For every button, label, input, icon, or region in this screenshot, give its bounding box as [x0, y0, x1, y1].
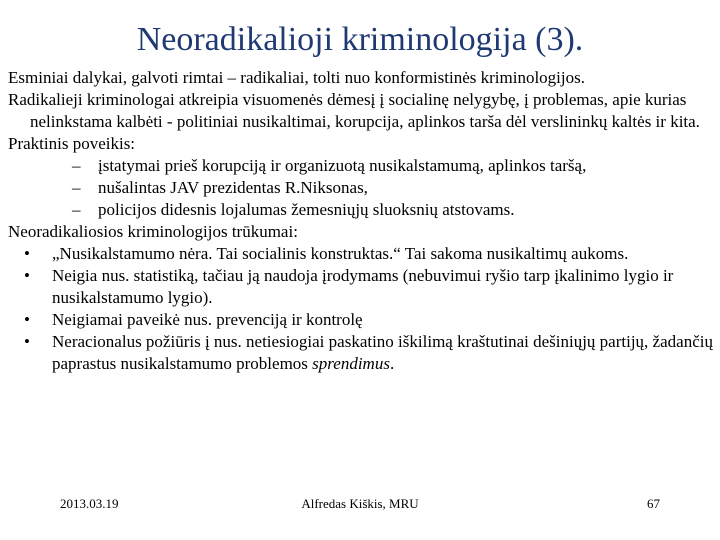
bullet-marker: • [24, 266, 30, 285]
list-item [8, 199, 714, 221]
list-item [8, 265, 714, 309]
bullet-marker: • [24, 244, 30, 263]
bullet-marker: • [24, 332, 30, 351]
slide-body [8, 67, 714, 375]
list-item [8, 243, 714, 265]
list-item-text: Neigia nus. statistiką, tačiau ją naudoja įrodymams (nebuvimui ryšio tarp įkalinimo lygio ir nusikalstamumo lygio). [52, 266, 674, 307]
list-item-text: įstatymai prieš korupciją ir organizuotą nusikalstamumą, aplinkos taršą, [98, 156, 587, 175]
list-item-end: . [389, 354, 395, 373]
footer-date: 2013.03.19 [60, 496, 119, 511]
dash-marker: – [72, 200, 81, 219]
paragraph-shortcomings: Neoradikaliosios kriminologijos trūkumai: [8, 222, 298, 241]
list-item-text: Neracionalus požiūris į nus. netiesiogiai paskatino iškilimą kraštutinai dešiniųjų partijų, žadančių paprastus nusikalstamumo problemos [52, 332, 713, 373]
list-item [8, 331, 714, 375]
footer-author: Alfredas Kiškis, MRU [301, 496, 419, 511]
bullet-marker: • [24, 310, 30, 329]
dash-marker: – [72, 156, 81, 175]
list-item [8, 309, 714, 331]
slide-title: Neoradikalioji kriminologija (3). [136, 21, 584, 58]
paragraph-practical-effect: Praktinis poveikis: [8, 134, 136, 153]
list-item-text: „Nusikalstamumo nėra. Tai socialinis konstruktas.“ Tai sakoma nusikaltimų aukoms. [52, 244, 629, 263]
list-item [8, 177, 714, 199]
list-item-text: Neigiamai paveikė nus. prevenciją ir kontrolę [52, 310, 363, 329]
footer-page-number: 67 [647, 496, 660, 511]
list-item [8, 155, 714, 177]
paragraph-radical-attention: Radikalieji kriminologai atkreipia visuomenės dėmesį į socialinę nelygybę, į problemas, apie kurias nelinkstama kalbėti - politiniai nusikaltimai, korupcija, aplinkos tarša dėl verslininkų kaltės ir kita. [8, 90, 700, 131]
paragraph-intro: Esminiai dalykai, galvoti rimtai – radikaliai, tolti nuo konformistinės kriminologijos. [8, 68, 585, 87]
dash-marker: – [72, 178, 81, 197]
list-item-text: nušalintas JAV prezidentas R.Niksonas, [98, 178, 368, 197]
emphasis-text: sprendimus [312, 354, 390, 373]
list-item-text: policijos didesnis lojalumas žemesniųjų sluoksnių atstovams. [98, 200, 515, 219]
